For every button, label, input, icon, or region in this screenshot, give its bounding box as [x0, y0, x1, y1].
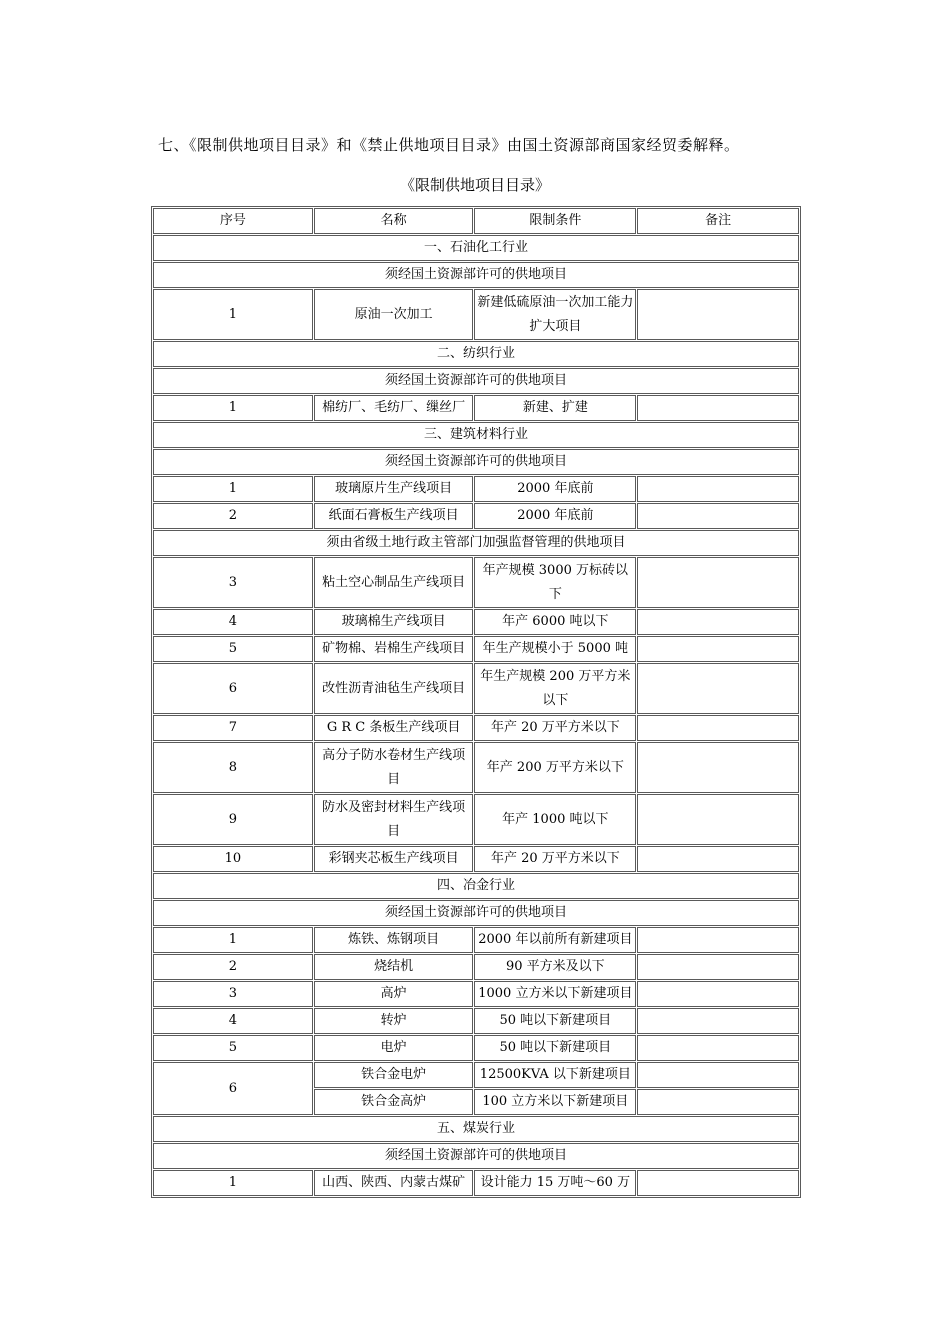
row-name-cell: 防水及密封材料生产线项目	[314, 794, 474, 845]
row-note-cell	[637, 846, 799, 872]
table-title: 《限制供地项目目录》	[399, 176, 550, 194]
row-name-cell: 电炉	[314, 1035, 474, 1061]
row-condition-cell: 2000 年底前	[474, 503, 636, 529]
section-cell: 二、纺织行业	[153, 341, 799, 367]
row-number-cell: 4	[153, 1008, 313, 1034]
row-number-cell: 5	[153, 1035, 313, 1061]
section-row	[153, 368, 799, 394]
row-note-cell	[637, 636, 799, 662]
table-row	[153, 1008, 799, 1034]
row-condition-cell: 年产 1000 吨以下	[474, 794, 636, 845]
row-note-cell	[637, 476, 799, 502]
row-condition-cell: 新建、扩建	[474, 395, 636, 421]
row-condition-cell: 12500KVA 以下新建项目	[474, 1062, 636, 1088]
row-number-cell: 7	[153, 715, 313, 741]
row-condition-cell: 年生产规模 200 万平方米以下	[474, 663, 636, 714]
row-note-cell	[637, 1008, 799, 1034]
header-cell-note: 备注	[637, 208, 799, 234]
row-condition-cell: 新建低硫原油一次加工能力扩大项目	[474, 289, 636, 340]
row-note-cell	[637, 1035, 799, 1061]
row-name-cell: 烧结机	[314, 954, 474, 980]
row-condition-cell: 年产 20 万平方米以下	[474, 846, 636, 872]
row-note-cell	[637, 715, 799, 741]
table-row	[153, 846, 799, 872]
row-name-cell: 山西、陕西、内蒙古煤矿	[314, 1170, 474, 1196]
table-row	[153, 636, 799, 662]
row-name-cell: 玻璃原片生产线项目	[314, 476, 474, 502]
section-row	[153, 262, 799, 288]
section-cell: 四、冶金行业	[153, 873, 799, 899]
section-cell: 须经国土资源部许可的供地项目	[153, 900, 799, 926]
row-number-cell: 3	[153, 557, 313, 608]
row-number-cell: 1	[153, 927, 313, 953]
section-row	[153, 530, 799, 556]
row-name-cell: 高分子防水卷材生产线项目	[314, 742, 474, 793]
section-row	[153, 1143, 799, 1169]
table-row	[153, 927, 799, 953]
section-row	[153, 422, 799, 448]
row-name-cell: 炼铁、炼钢项目	[314, 927, 474, 953]
row-number-cell: 1	[153, 395, 313, 421]
table-row	[153, 794, 799, 845]
header-cell-condition: 限制条件	[474, 208, 636, 234]
row-note-cell	[637, 289, 799, 340]
row-note-cell	[637, 1089, 799, 1115]
row-condition-cell: 年生产规模小于 5000 吨	[474, 636, 636, 662]
section-cell: 须经国土资源部许可的供地项目	[153, 1143, 799, 1169]
row-number-cell: 1	[153, 289, 313, 340]
row-note-cell	[637, 663, 799, 714]
row-name-cell: 彩钢夹芯板生产线项目	[314, 846, 474, 872]
row-note-cell	[637, 981, 799, 1007]
section-row	[153, 341, 799, 367]
table-row	[153, 503, 799, 529]
row-condition-cell: 1000 立方米以下新建项目	[474, 981, 636, 1007]
row-name-cell: 纸面石膏板生产线项目	[314, 503, 474, 529]
row-number-cell: 4	[153, 609, 313, 635]
section-cell: 一、石油化工行业	[153, 235, 799, 261]
section-row	[153, 900, 799, 926]
row-note-cell	[637, 954, 799, 980]
row-number-cell: 2	[153, 503, 313, 529]
row-condition-cell: 2000 年以前所有新建项目	[474, 927, 636, 953]
row-condition-cell: 年产 200 万平方米以下	[474, 742, 636, 793]
row-name-cell: 矿物棉、岩棉生产线项目	[314, 636, 474, 662]
row-name-cell: 高炉	[314, 981, 474, 1007]
section-row	[153, 235, 799, 261]
row-name-cell: 铁合金电炉	[314, 1062, 474, 1088]
row-number-cell: 5	[153, 636, 313, 662]
row-name-cell: 改性沥青油毡生产线项目	[314, 663, 474, 714]
row-number-cell: 8	[153, 742, 313, 793]
header-cell-no: 序号	[153, 208, 313, 234]
row-note-cell	[637, 1170, 799, 1196]
section-cell: 须由省级土地行政主管部门加强监督管理的供地项目	[153, 530, 799, 556]
table-row	[153, 395, 799, 421]
row-number-cell: 3	[153, 981, 313, 1007]
table-row	[153, 981, 799, 1007]
row-note-cell	[637, 927, 799, 953]
section-row	[153, 873, 799, 899]
header-cell-name: 名称	[314, 208, 474, 234]
table-row	[153, 557, 799, 608]
row-note-cell	[637, 609, 799, 635]
row-note-cell	[637, 1062, 799, 1088]
table-row	[153, 1170, 799, 1196]
row-condition-cell: 年产 6000 吨以下	[474, 609, 636, 635]
row-name-cell: 铁合金高炉	[314, 1089, 474, 1115]
row-note-cell	[637, 395, 799, 421]
row-note-cell	[637, 557, 799, 608]
table-row	[153, 715, 799, 741]
section-cell: 须经国土资源部许可的供地项目	[153, 262, 799, 288]
row-note-cell	[637, 503, 799, 529]
section-cell: 五、煤炭行业	[153, 1116, 799, 1142]
row-name-cell: 转炉	[314, 1008, 474, 1034]
table-row	[153, 1062, 799, 1088]
row-name-cell: 粘土空心制品生产线项目	[314, 557, 474, 608]
table-row	[153, 742, 799, 793]
table-row	[153, 289, 799, 340]
restricted-land-supply-table	[151, 206, 801, 1198]
row-condition-cell: 年产 20 万平方米以下	[474, 715, 636, 741]
row-number-cell: 1	[153, 1170, 313, 1196]
row-note-cell	[637, 794, 799, 845]
row-number-cell: 1	[153, 476, 313, 502]
table-row	[153, 1035, 799, 1061]
row-name-cell: 玻璃棉生产线项目	[314, 609, 474, 635]
section-row	[153, 1116, 799, 1142]
table-header-row	[153, 208, 799, 234]
row-condition-cell: 100 立方米以下新建项目	[474, 1089, 636, 1115]
row-number-cell: 2	[153, 954, 313, 980]
row-condition-cell: 50 吨以下新建项目	[474, 1035, 636, 1061]
row-number-cell: 9	[153, 794, 313, 845]
row-condition-cell: 50 吨以下新建项目	[474, 1008, 636, 1034]
section-cell: 须经国土资源部许可的供地项目	[153, 368, 799, 394]
row-number-cell: 10	[153, 846, 313, 872]
row-note-cell	[637, 742, 799, 793]
row-condition-cell: 2000 年底前	[474, 476, 636, 502]
table-row	[153, 954, 799, 980]
row-name-cell: G R C 条板生产线项目	[314, 715, 474, 741]
row-condition-cell: 90 平方米及以下	[474, 954, 636, 980]
table-row	[153, 609, 799, 635]
section-cell: 三、建筑材料行业	[153, 422, 799, 448]
section-cell: 须经国土资源部许可的供地项目	[153, 449, 799, 475]
row-number-cell: 6	[153, 663, 313, 714]
section-row	[153, 449, 799, 475]
table-row	[153, 476, 799, 502]
row-condition-cell: 设计能力 15 万吨～60 万	[474, 1170, 636, 1196]
row-name-cell: 棉纺厂、毛纺厂、缫丝厂	[314, 395, 474, 421]
table-body	[153, 208, 799, 1196]
row-name-cell: 原油一次加工	[314, 289, 474, 340]
row-condition-cell: 年产规模 3000 万标砖以下	[474, 557, 636, 608]
table-row	[153, 663, 799, 714]
intro-paragraph: 七、《限制供地项目目录》和《禁止供地项目目录》由国土资源部商国家经贸委解释。	[158, 136, 740, 154]
row-number-cell: 6	[153, 1062, 313, 1115]
